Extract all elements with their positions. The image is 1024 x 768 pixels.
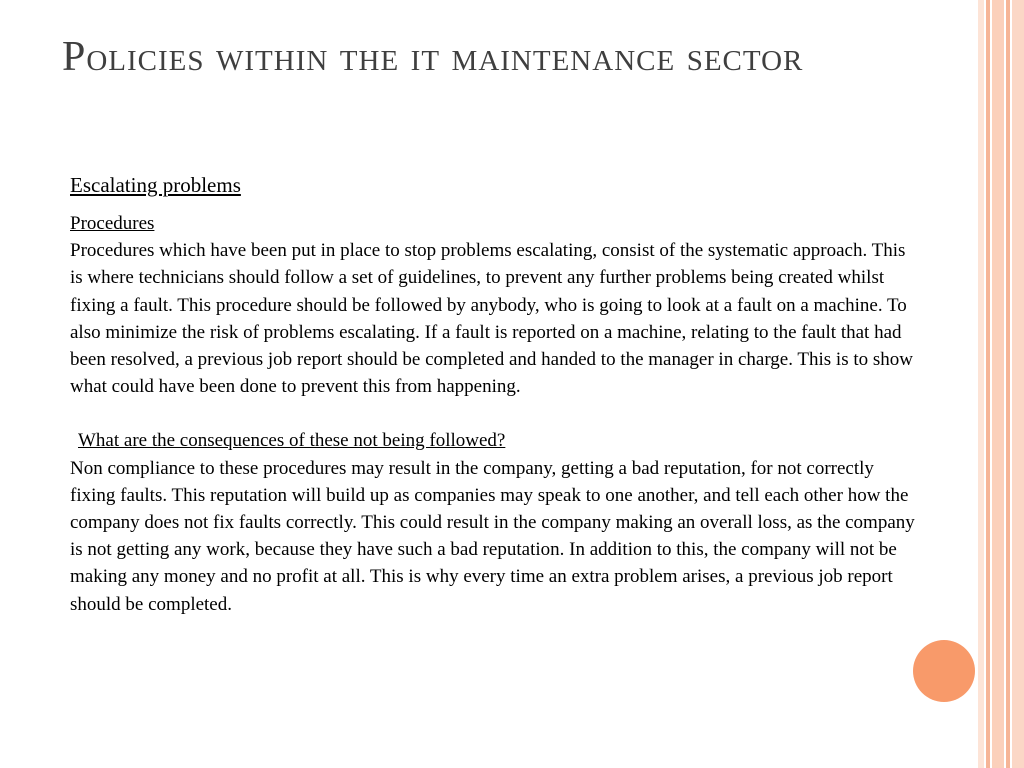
slide-title: Policies within the it maintenance sector — [62, 34, 804, 80]
procedures-block — [70, 210, 920, 618]
decor-stripe-1 — [978, 0, 984, 768]
consequences-heading: What are the consequences of these not being followed? — [78, 430, 506, 452]
decor-orange-circle — [913, 640, 975, 702]
decor-stripe-2 — [986, 0, 990, 768]
consequences-paragraph: Non compliance to these procedures may result in the company, getting a bad reputation, for not correctly fixing faults. This reputation will build up as companies may speak to one another, and tell each other how the company does not fix faults correctly. This could result in the company making an overall loss, as the company is not getting any work, because they have such a bad reputation. In addition to this, the company will not be making any money and no profit at all. This is why every time an extra problem arises, a previous job report should be completed. — [70, 457, 915, 615]
slide-content — [70, 170, 920, 618]
decor-stripe-4 — [1006, 0, 1010, 768]
decor-stripe-3 — [992, 0, 1004, 768]
decor-stripe-5 — [1012, 0, 1024, 768]
paragraph-spacer — [70, 400, 920, 427]
procedures-paragraph: Procedures which have been put in place to stop problems escalating, consist of the systematic approach. This is where technicians should follow a set of guidelines, to prevent any further problems being created whilst fixing a fault. This procedure should be followed by anybody, who is going to look at a fault on a machine. To also minimize the risk of problems escalating. If a fault is reported on a machine, relating to the fault that had been resolved, a previous job report should be completed and handed to the manager in charge. This is to show what could have been done to prevent this from happening. — [70, 240, 913, 398]
procedures-heading: Procedures — [70, 213, 155, 234]
section-heading: Escalating problems — [70, 173, 241, 197]
